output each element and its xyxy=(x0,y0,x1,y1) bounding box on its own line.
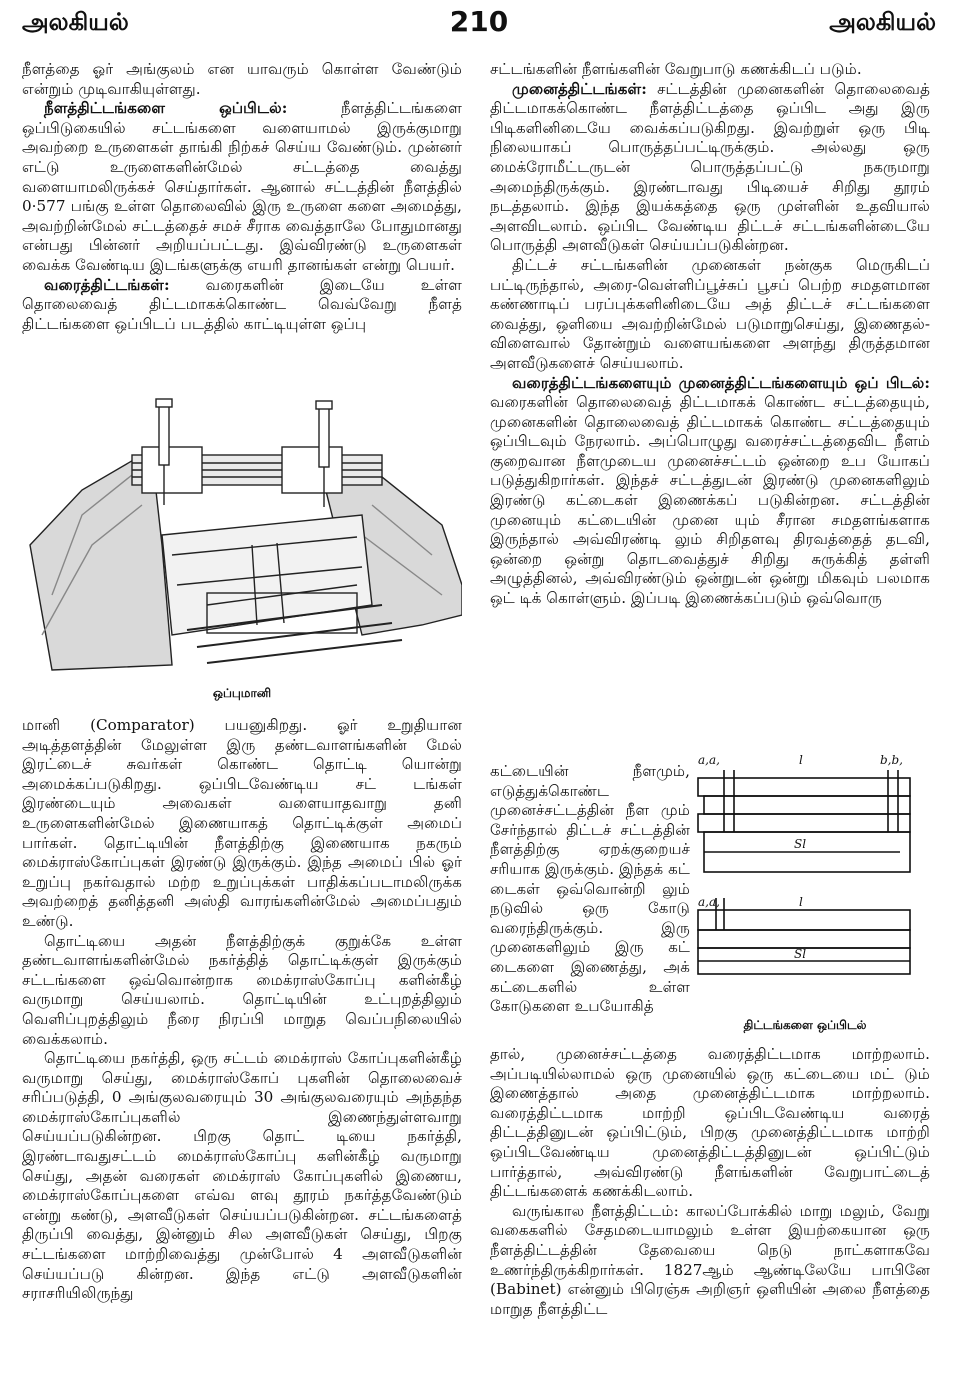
right-column-upper xyxy=(490,60,930,609)
paragraph-text: நீளத்திட்டங்களை ஒப்பிடுகையில் சட்டங்களை வளையாமல் இருக்குமாறு அவற்றை உருளைகள் தாங்கி நிற்கச் செய்ய வேண்டும். முன்னர் எட்டு உருளைகளின்மேல் சட்டத்தை வைத்து வளையாமலிருக்கச் செய்தார்கள். ஆனால் சட்டத்தின் நீளத்தில் 0·577 பங்கு உள்ள தொலைவில் இரு உருளை களை அமைத்து, அவற்றின்மேல் சட்டத்தைச் சமச் சீராக வைத்தாலே போதுமானது என்பது பின்னர் அறியப்பட்டது. இவ்விரண்டு உருளைகள் வைக்க வேண்டிய இடங்களுக்கு எயரி தானங்கள் என்று பெயர். xyxy=(22,99,463,274)
label-a2: a,a, xyxy=(698,895,720,909)
paragraph-text: காலப்போக்கில் மாறு மலும், வேறு வகைகளில் சேதமடையாமலும் உள்ள இயற்கையான ஒரு நீளத்திட்டத்தின் தேவையை நெடு நாட்களாகவே உணர்ந்திருக்கிறார்கள். 1827ஆம் ஆண்டிலேயே பாபினே (Babinet) என்னும் பிரெஞ்சு அறிஞர் ஒளியின் அலை நீளத்தை மாறுத நீளத்திட்ட xyxy=(490,1201,930,1318)
figure-caption: ஒப்புமானி xyxy=(212,686,272,700)
running-title-right: அலகியல் xyxy=(829,8,936,36)
label-l2: l xyxy=(799,895,803,909)
paragraph xyxy=(490,1202,930,1320)
right-column-narrow xyxy=(490,762,690,1017)
section-heading: வரைத்திட்டங்கள்: xyxy=(44,275,170,294)
left-column-upper xyxy=(22,60,462,334)
paragraph-text: வரைகளின் இடையே உள்ள தொலைவைத் திட்டமாகக்கொண்ட வெவ்வேறு நீளத் திட்டங்களை ஒப்பிடப் படத்தில் காட்டியுள்ள ஒப்பு xyxy=(22,275,462,333)
section-heading: நீளத்திட்டங்களை ஒப்பிடல்: xyxy=(44,99,288,118)
label-sl2: Sl xyxy=(794,947,807,961)
label-b: b,b, xyxy=(880,753,903,767)
paragraph: தொட்டியை அதன் நீளத்திற்குக் குறுக்கே உள்ள தண்டவாளங்களின்மேல் நகர்த்தித் தொட்டிக்குள் இருக்கும் சட்டங்களை ஒவ்வொன்றாக மைக்ராஸ்கோப்பு களின்கீழ் வருமாறு செய்யலாம். தொட்டியின் உட்புறத்திலும் வெளிப்புறத்திலும் நீரை நிரப்பி மாறுத வெப்பநிலையில் வைக்கலாம். xyxy=(22,931,462,1048)
section-heading: வருங்கால நீளத்திட்டம்: xyxy=(512,1201,679,1220)
section-heading: வரைத்திட்டங்களையும் முனைத்திட்டங்களையும் ஒப் பிடல்: xyxy=(512,373,930,392)
label-l: l xyxy=(799,753,803,767)
label-a: a,a, xyxy=(698,753,720,767)
paragraph: நீளத்தை ஓர் அங்குலம் என யாவரும் கொள்ள வேண்டும் என்றும் முடிவாகியுள்ளது. xyxy=(22,60,462,98)
paragraph xyxy=(22,276,462,335)
comparator-drawing xyxy=(22,395,462,685)
paragraph-text: சட்டத்தின் முனைகளின் தொலைவைத் திட்டமாகக்கொண்ட நீளத்திட்டத்தை ஒப்பிட அது இரு பிடிகளினிடையே வைக்கப்படுகிறது. இவற்றுள் ஒரு பிடி நிலையாகப் பொருத்தப்பட்டிருக்கும். அல்லது ஒரு மைக்ரோமீட்டருடன் பொருத்தப்பட்டு நகருமாறு அமைந்திருக்கும். இரண்டாவது பிடியைச் சிறிது தூரம் நடத்தலாம். இந்த இயக்கத்தை ஒரு முள்ளின் உதவியால் அளவிடலாம். ஒப்பிட வேண்டிய திட்டச் சட்டங்களின்டையே பொருத்தி அளவீடுகள் செய்யப்படுகின்றன. xyxy=(490,79,930,255)
label-sl: Sl xyxy=(794,837,807,851)
paragraph: மானி (Comparator) பயனுகிறது. ஓர் உறுதியான அடித்தளத்தின் மேலுள்ள இரு தண்டவாளங்களின் மேல் இரட்டைச் சுவர்கள் கொண்ட தொட்டி யொன்று அமைக்கப்படுகிறது. ஒப்பிடவேண்டிய சட் டங்கள் இரண்டையும் அவைகள் வளையாதவாறு தனி உருளைகளின்மேல் இணையாகத் தொட்டிக்குள் அமைப் பார்கள். தொட்டியின் நீளத்திற்கு இணையாக நகரும் மைக்ராஸ்கோப்புகள் இரண்டு இருக்கும். இந்த அமைப் பில் ஓர் உறுப்பு நகர்வதால் மற்ற உறுப்புக்கள் பாதிக்கப்படாமலிருக்க அவற்றைத் தனித்தனி அஸ்தி வாரங்களின்மேல் அமைப்பதும் உண்டு. xyxy=(22,716,462,930)
left-column-lower xyxy=(22,716,462,1304)
section-heading: முனைத்திட்டங்கள்: xyxy=(512,79,647,98)
paragraph: கட்டையின் நீளமும், எடுத்துக்கொண்ட முனைச்சட்டத்தின் நீள மும் சேர்ந்தால் திட்டச் சட்டத்தின் நீளத்திற்கு ஏறக்குறையச் சரியாக இருக்கும். இந்தக் கட் டைகள் ஒவ்வொன்றி லும் நடுவில் ஒரு கோடு வரைந்திருக்கும். இரு முனைகளிலும் இரு கட் டைகளை இணைத்து, அக் கட்டைகளில் உள்ள கோடுகளை உபயோகித் xyxy=(490,762,690,1016)
paragraph xyxy=(490,374,930,609)
figure-caption: திட்டங்களை ஒப்பிடல் xyxy=(743,1018,867,1032)
paragraph xyxy=(490,80,930,256)
standards-comparison-diagram xyxy=(694,748,916,1016)
page-header xyxy=(0,0,958,52)
page-number: 210 xyxy=(449,5,509,38)
running-title-left: அலகியல் xyxy=(22,8,129,36)
paragraph: சட்டங்களின் நீளங்களின் வேறுபாடு கணக்கிடப் படும். xyxy=(490,60,862,78)
paragraph: தொட்டியை நகர்த்தி, ஒரு சட்டம் மைக்ராஸ் கோப்புகளின்கீழ் வருமாறு செய்து, மைக்ராஸ்கோப் புகளின் தொலைவைச் சரிப்படுத்தி, 0 அங்குலவரையும் 30 அங்குலவரையும் அந்தந்த மைக்ராஸ்கோப்புகளில் இணைந்துள்ளவாறு செய்யப்படுகின்றன. பிறகு தொட் டியை நகர்த்தி, இரண்டாவதுசட்டம் மைக்ராஸ்கோப்பு களின்கீழ் வருமாறு செய்து, அதன் வரைகள் மைக்ராஸ் கோப்புகளில் இணைய, மைக்ராஸ்கோப்புகளை எவ்வ ளவு தூரம் நகர்த்தவேண்டும் என்று கண்டு, அளவீடுகள் செய்யப்படுகின்றன. சட்டங்களைத் திருப்பி வைத்து, இன்னும் சில அளவீடுகள் செய்து, பிறகு சட்டங்களை மாற்றிவைத்து முன்போல் 4 அளவீடுகளின் செய்யப்படு கின்றன. இந்த எட்டு அளவீடுகளின் சராசரியிலிருந்து xyxy=(22,1049,462,1303)
comparator-illustration xyxy=(22,395,462,685)
standards-diagram-drawing xyxy=(694,748,916,1016)
paragraph: தால், முனைச்சட்டத்தை வரைத்திட்டமாக மாற்றலாம். அப்படியில்லாமல் ஒரு முனையில் ஒரு கட்டையை மட் டும் இணைத்தால் அதை முனைத்திட்டமாக மாற்றலாம். வரைத்திட்டமாக மாற்றி ஒப்பிடவேண்டிய வரைத் திட்டத்தினுடன் ஒப்பிட்டும், பிறகு முனைத்திட்டமாக மாற்றி ஒப்பிடவேண்டிய முனைத்திட்டத்தினுடன் ஒப்பிட்டும் பார்த்தால், அவ்விரண்டு நீளங்களின் வேறுபாட்டைத் திட்டங்களைக் கணக்கிடலாம். xyxy=(490,1045,930,1201)
right-column-lower xyxy=(490,1045,930,1319)
paragraph xyxy=(22,99,462,275)
paragraph: திட்டச் சட்டங்களின் முனைகள் நன்குக மெருகிடப் பட்டிருந்தால், அரை-வெள்ளிப்பூச்சுப் பூசப் பெற்ற சமதளமான கண்ணாடிப் பரப்புக்களினிடையே அத் திட்டச் சட்டங்களை வைத்து, ஒளியை அவற்றின்மேல் படுமாறுசெய்து, இணைதல்-விளைவால் தோன்றும் வளையங்களை அளந்து திருத்தமான அளவீடுகளைச் செய்யலாம். xyxy=(490,255,930,372)
paragraph-text: வரைகளின் தொலைவைத் திட்டமாகக் கொண்ட சட்டத்தையும், முனைகளின் தொலைவைத் திட்டமாகக் கொண்ட சட்டத்தையும் ஒப்பிடவும் நேரலாம். அப்பொழுது வரைச்சட்டத்தைவிட நீளம் குறைவான நீளமுடைய முனைச்சட்டம் ஒன்றை உப யோகப் படுத்துகிறார்கள். இந்தச் சட்டத்துடன் இரண்டு முனைகளிலும் இரண்டு கட்டைகள் இணைக்கப் படுகின்றன. சட்டத்தின் முனையும் கட்டையின் முனை யும் சீரான சமதளங்களாக இருந்தால் அவ்விரண்டி லும் சிறிதளவு திரவத்தைத் தடவி, ஒன்றை ஒன்று தொடவைத்துச் சிறிது சுருக்கித் தள்ளி அழுத்தினல், அவ்விரண்டும் ஒன்றுடன் ஒன்று மிகவும் பலமாக ஒட் டிக் கொள்ளும். இப்படி இணைக்கப்படும் ஒவ்வொரு xyxy=(490,393,930,608)
